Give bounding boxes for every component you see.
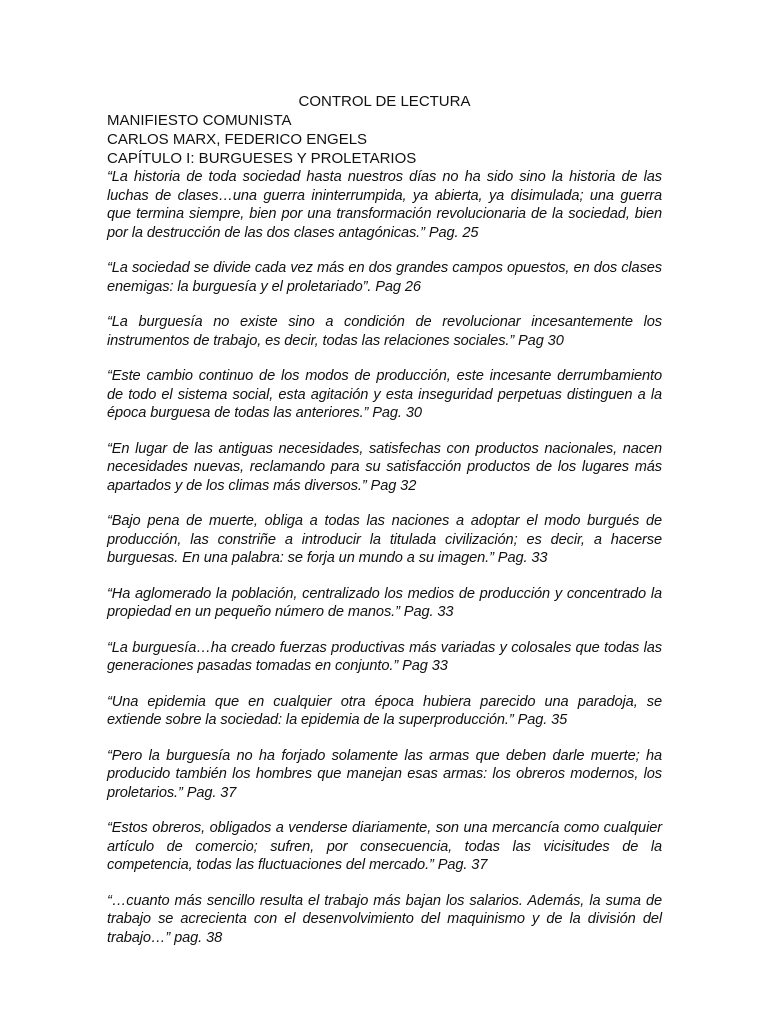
quote-6: “Bajo pena de muerte, obliga a todas las naciones a adoptar el modo burgués de producción, las constriñe a introducir la titulada civilización; es decir, a hacerse burguesas. En una palabra: se forja un mundo a su imagen.” Pag. 33 <box>107 513 662 566</box>
quote-1: “La historia de toda sociedad hasta nuestros días no ha sido sino la historia de las luchas de clases…una guerra ininterrumpida, ya abierta, ya disimulada; una guerra que termina siempre, bien por una transformación revolucionaria de la sociedad, bien por la destrucción de las dos clases antagónicas.” Pag. 25 <box>107 169 662 241</box>
quote-9: “Una epidemia que en cualquier otra época hubiera parecido una paradoja, se extiende sobre la sociedad: la epidemia de la superproducción.” Pag. 35 <box>107 693 662 728</box>
chapter-title: CAPÍTULO I: BURGUESES Y PROLETARIOS <box>107 150 417 167</box>
quote-4: “Este cambio continuo de los modos de producción, este incesante derrumbamiento de todo el sistema social, esta agitación y esta inseguridad perpetuas distinguen a la época burguesa de todas las anteriores.” Pag. 30 <box>107 368 662 421</box>
quote-7: “Ha aglomerado la población, centralizado los medios de producción y concentrado la propiedad en un pequeño número de manos.” Pag. 33 <box>107 585 662 620</box>
quote-11: “Estos obreros, obligados a venderse diariamente, son una mercancía como cualquier artículo de comercio; sufren, por consecuencia, todas las vicisitudes de la competencia, todas las fluctuaciones del mercado.” Pag. 37 <box>107 820 662 873</box>
quote-5: “En lugar de las antiguas necesidades, satisfechas con productos nacionales, nacen necesidades nuevas, reclamando para su satisfacción productos de los lugares más apartados y de los climas más diversos.” Pag 32 <box>107 440 662 494</box>
document-content <box>107 92 662 964</box>
quote-2: “La sociedad se divide cada vez más en dos grandes campos opuestos, en dos clases enemigas: la burguesía y el proletariado”. Pag 26 <box>107 260 662 295</box>
quote-10: “Pero la burguesía no ha forjado solamente las armas que deben darle muerte; ha producido también los hombres que manejan esas armas: los obreros modernos, los proletarios.” Pag. 37 <box>107 747 662 801</box>
quote-12: “…cuanto más sencillo resulta el trabajo más bajan los salarios. Además, la suma de trabajo se acrecienta con el desenvolvimiento del maquinismo y de la división del trabajo…” pag. 38 <box>107 892 662 946</box>
quote-3: “La burguesía no existe sino a condición de revolucionar incesantemente los instrumentos de trabajo, es decir, todas las relaciones sociales.” Pag 30 <box>107 314 662 349</box>
authors: CARLOS MARX, FEDERICO ENGELS <box>107 131 368 148</box>
quote-8: “La burguesía…ha creado fuerzas productivas más variadas y colosales que todas las generaciones pasadas tomadas en conjunto.” Pag 33 <box>107 639 662 674</box>
book-title: MANIFIESTO COMUNISTA <box>107 112 292 129</box>
document-title: CONTROL DE LECTURA <box>298 93 471 110</box>
